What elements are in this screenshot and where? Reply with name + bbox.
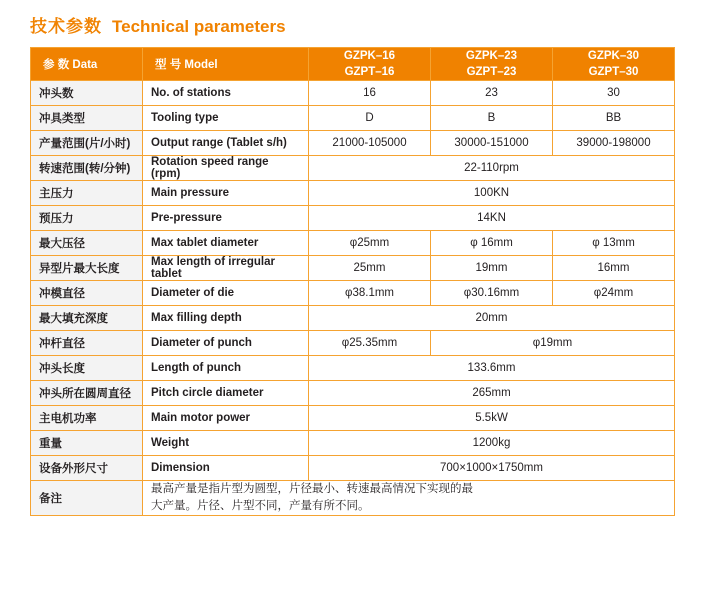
row-value-col-1: 16 — [309, 81, 431, 106]
header-model: 型 号 Model — [143, 48, 309, 81]
table-row — [31, 231, 675, 256]
row-value-span: 100KN — [309, 181, 675, 206]
header-model-col-2-line1: GZPK–23 — [465, 50, 518, 62]
table-row — [31, 206, 675, 231]
row-label-en: Dimension — [143, 456, 309, 481]
row-label-cn: 冲头长度 — [31, 356, 143, 381]
table-body — [31, 81, 675, 516]
table-row — [31, 456, 675, 481]
page-title — [0, 0, 703, 47]
row-value-col-3: BB — [553, 106, 675, 131]
row-value-col-2: 23 — [431, 81, 553, 106]
row-value-col-2: B — [431, 106, 553, 131]
row-label-en: Tooling type — [143, 106, 309, 131]
row-label-cn: 最大压径 — [31, 231, 143, 256]
header-model-col-1-line1: GZPK–16 — [343, 50, 396, 62]
table-row — [31, 356, 675, 381]
header-model-col-1-line2: GZPT–16 — [344, 66, 395, 78]
row-label-en: Pre-pressure — [143, 206, 309, 231]
header-data: 参 数 Data — [31, 48, 143, 81]
row-label-cn: 转速范围(转/分钟) — [31, 156, 143, 181]
table-footer-row — [31, 481, 675, 516]
table-row — [31, 81, 675, 106]
footer-note — [143, 481, 675, 516]
row-value-col-1: φ25mm — [309, 231, 431, 256]
row-label-en: Main motor power — [143, 406, 309, 431]
row-label-en: Main pressure — [143, 181, 309, 206]
row-value-col-1: 21000-105000 — [309, 131, 431, 156]
footer-note-line-2: 大产量。片径、片型不同，产量有所不同。 — [151, 500, 370, 512]
table-row — [31, 131, 675, 156]
table-row — [31, 331, 675, 356]
row-value-col-1: φ38.1mm — [309, 281, 431, 306]
row-value-span: 5.5kW — [309, 406, 675, 431]
row-value-col-3: 39000-198000 — [553, 131, 675, 156]
table-row — [31, 431, 675, 456]
row-value-col-1: 25mm — [309, 256, 431, 281]
row-label-cn: 主压力 — [31, 181, 143, 206]
row-value-col-2: φ30.16mm — [431, 281, 553, 306]
row-value-span: 22-110rpm — [309, 156, 675, 181]
row-label-cn: 冲模直径 — [31, 281, 143, 306]
row-value-span: 700×1000×1750mm — [309, 456, 675, 481]
row-label-cn: 主电机功率 — [31, 406, 143, 431]
row-label-cn: 冲头所在圆周直径 — [31, 381, 143, 406]
table-header — [31, 48, 675, 81]
footer-label-cn: 备注 — [31, 481, 143, 516]
row-value-span: 265mm — [309, 381, 675, 406]
row-label-cn: 产量范围(片/小时) — [31, 131, 143, 156]
row-label-cn: 冲头数 — [31, 81, 143, 106]
header-model-col-3 — [553, 48, 675, 81]
row-value-col-3: φ24mm — [553, 281, 675, 306]
row-value-span: 14KN — [309, 206, 675, 231]
row-value-span: 20mm — [309, 306, 675, 331]
table-row — [31, 281, 675, 306]
row-label-cn: 异型片最大长度 — [31, 256, 143, 281]
row-value-col-2-3: φ19mm — [431, 331, 675, 356]
row-label-cn: 预压力 — [31, 206, 143, 231]
page-title-en: Technical parameters — [112, 17, 286, 36]
row-value-col-1: φ25.35mm — [309, 331, 431, 356]
row-value-col-2: φ 16mm — [431, 231, 553, 256]
footer-note-line-1: 最高产量是指片型为圆型，片径最小、转速最高情况下实现的最 — [151, 483, 473, 495]
page-title-cn: 技术参数 — [30, 17, 102, 36]
row-label-cn: 设备外形尺寸 — [31, 456, 143, 481]
row-value-col-3: 16mm — [553, 256, 675, 281]
table-header-row — [31, 48, 675, 81]
header-model-col-3-line2: GZPT–30 — [588, 66, 639, 78]
row-value-col-1: D — [309, 106, 431, 131]
table-row — [31, 406, 675, 431]
table-row — [31, 256, 675, 281]
row-value-col-2: 19mm — [431, 256, 553, 281]
row-label-en: Max tablet diameter — [143, 231, 309, 256]
row-label-en: Rotation speed range (rpm) — [143, 156, 309, 181]
row-label-en: Weight — [143, 431, 309, 456]
row-label-cn: 冲具类型 — [31, 106, 143, 131]
row-label-cn: 重量 — [31, 431, 143, 456]
table-row — [31, 306, 675, 331]
row-value-span: 1200kg — [309, 431, 675, 456]
table-row — [31, 106, 675, 131]
row-value-col-2: 30000-151000 — [431, 131, 553, 156]
technical-parameters-table — [30, 47, 675, 516]
row-label-cn: 冲杆直径 — [31, 331, 143, 356]
table-row — [31, 381, 675, 406]
row-label-en: Diameter of punch — [143, 331, 309, 356]
row-label-en: Output range (Tablet s/h) — [143, 131, 309, 156]
header-model-col-3-line1: GZPK–30 — [587, 50, 640, 62]
row-label-en: Max length of irregular tablet — [143, 256, 309, 281]
row-value-col-3: 30 — [553, 81, 675, 106]
row-label-cn: 最大填充深度 — [31, 306, 143, 331]
row-label-en: Pitch circle diameter — [143, 381, 309, 406]
header-model-col-2-line2: GZPT–23 — [466, 66, 517, 78]
row-value-col-3: φ 13mm — [553, 231, 675, 256]
header-model-col-1 — [309, 48, 431, 81]
row-label-en: Length of punch — [143, 356, 309, 381]
header-model-col-2 — [431, 48, 553, 81]
table-row — [31, 181, 675, 206]
table-row — [31, 156, 675, 181]
row-label-en: Diameter of die — [143, 281, 309, 306]
row-value-span: 133.6mm — [309, 356, 675, 381]
row-label-en: Max filling depth — [143, 306, 309, 331]
row-label-en: No. of stations — [143, 81, 309, 106]
